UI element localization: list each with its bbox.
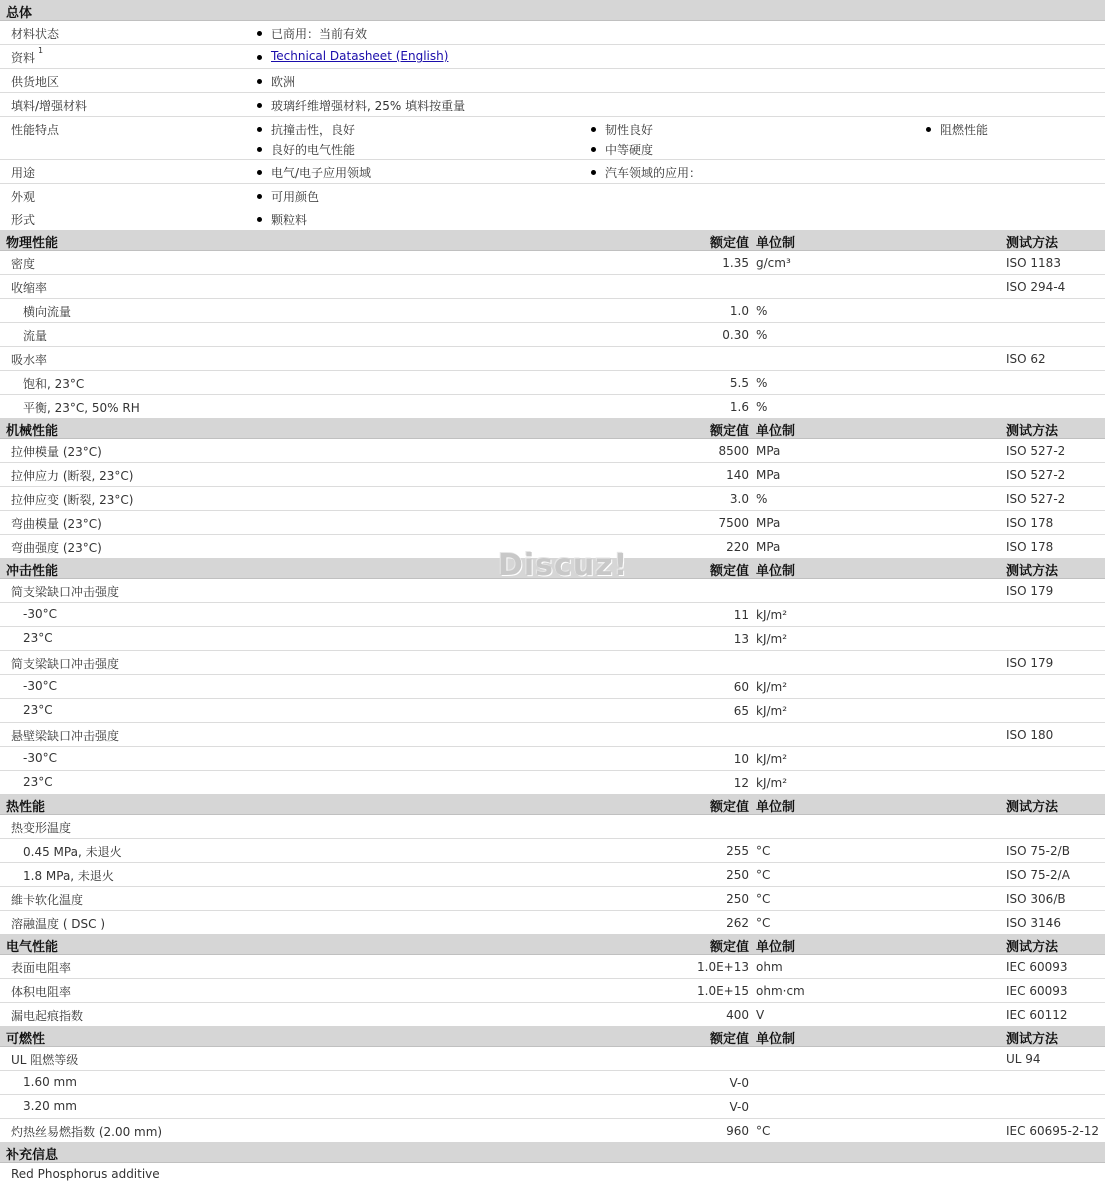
column-header-value: 额定值 [709,940,749,955]
row-label: 外观 [11,190,36,204]
property-value: 3.0 [729,492,749,506]
bullet-item: 颗粒料 [271,213,308,227]
property-value: 10 [733,752,749,766]
column-header-value: 额定值 [709,424,749,439]
test-method: IEC 60695-2-12 [1006,1124,1100,1138]
technical-datasheet-link[interactable]: Technical Datasheet (English) [271,49,449,63]
test-method: ISO 527-2 [1006,468,1066,482]
supplement-row [0,1163,1105,1186]
property-label: 灼热丝易燃指数 (2.00 mm) [11,1125,163,1139]
property-unit: % [756,376,768,390]
bullet-item: 良好的电气性能 [271,143,356,157]
table-row [0,1119,1105,1142]
property-unit: kJ/m² [756,752,788,766]
section-title: 电气性能 [6,940,59,955]
property-value: 11 [733,608,749,622]
property-label: 拉伸模量 (23°C) [11,445,102,459]
column-header-unit: 单位制 [756,800,796,815]
column-header-method: 测试方法 [1006,940,1059,955]
property-label: UL 阻燃等级 [11,1053,79,1067]
table-row [0,771,1105,794]
property-value: 7500 [718,516,749,530]
property-label: 悬壁梁缺口冲击强度 [11,729,120,743]
test-method: UL 94 [1006,1052,1041,1066]
test-method: ISO 1183 [1006,256,1061,270]
table-row [0,1071,1105,1095]
bullet-item [271,49,448,63]
section-header [0,794,1105,815]
row-label: 性能特点 [11,123,60,137]
property-value: 1.6 [729,400,749,414]
table-row [0,371,1105,395]
column-header-unit: 单位制 [756,564,796,579]
table-row [0,675,1105,699]
row-label: 供货地区 [11,75,60,89]
property-unit: V [756,1008,765,1022]
column-header-unit: 单位制 [756,1032,796,1047]
bullet-item: 电气/电子应用领域 [271,166,372,180]
column-header-unit: 单位制 [756,236,796,251]
table-row [0,723,1105,747]
watermark-logo: Discuz! [498,548,629,583]
table-row [0,347,1105,371]
table-row [0,651,1105,675]
table-row [0,979,1105,1003]
property-label: 23°C [23,775,53,789]
section-header [0,230,1105,251]
property-value: 220 [726,540,749,554]
table-row [0,439,1105,463]
property-unit: % [756,328,768,342]
bullet-item: 阻燃性能 [940,123,989,137]
column-header-value: 额定值 [709,236,749,251]
property-value: 1.0E+15 [697,984,749,998]
property-unit: MPa [756,516,781,530]
property-label: -30°C [23,679,57,693]
property-value: 0.30 [722,328,749,342]
row-label: 形式 [11,213,36,227]
property-label: 弯曲模量 (23°C) [11,517,102,531]
test-method: ISO 75-2/B [1006,844,1070,858]
property-value: 250 [726,868,749,882]
general-row-region [0,69,1105,93]
property-label: 1.8 MPa, 未退火 [23,869,114,883]
bullet-item: 已商用：当前有效 [271,27,368,41]
property-value: 1.0E+13 [697,960,749,974]
column-header-value: 额定值 [709,1032,749,1047]
test-method: ISO 294-4 [1006,280,1066,294]
property-value: 1.35 [722,256,749,270]
table-row [0,815,1105,839]
column-header-unit: 单位制 [756,940,796,955]
property-label: 密度 [11,257,36,271]
bullet-item: 玻璃纤维增强材料, 25% 填料按重量 [271,99,466,113]
property-unit: °C [756,916,771,930]
property-value: 13 [733,632,749,646]
test-method: ISO 3146 [1006,916,1061,930]
test-method: ISO 178 [1006,540,1054,554]
property-label: 吸水率 [11,353,48,367]
property-unit: kJ/m² [756,632,788,646]
bullet-item: 韧性良好 [605,123,654,137]
table-row [0,1095,1105,1119]
property-label: 热变形温度 [11,821,72,835]
property-value: 12 [733,776,749,790]
table-row [0,863,1105,887]
section-header [0,934,1105,955]
test-method: IEC 60093 [1006,960,1068,974]
property-unit: g/cm³ [756,256,791,270]
section-header [0,418,1105,439]
column-header-value: 额定值 [709,800,749,815]
property-label: 饱和, 23°C [23,377,85,391]
property-unit: °C [756,868,771,882]
general-row-filler [0,93,1105,117]
property-label: 3.20 mm [23,1099,77,1113]
property-label: 简支梁缺口冲击强度 [11,585,120,599]
property-label: 流量 [23,329,48,343]
row-label: 资料$^1$ [11,46,44,65]
table-row [0,487,1105,511]
property-value: 5.5 [729,376,749,390]
general-row-appearance [0,184,1105,207]
bullet-item: 中等硬度 [605,143,654,157]
table-row [0,395,1105,418]
section-title: 补充信息 [6,1148,59,1163]
table-row [0,627,1105,651]
property-label: -30°C [23,607,57,621]
property-unit: MPa [756,468,781,482]
property-unit: MPa [756,444,781,458]
footnote-marker: 1 [38,46,44,55]
property-label: 拉伸应变 (断裂, 23°C) [11,493,134,507]
property-value: 8500 [718,444,749,458]
test-method: ISO 179 [1006,584,1054,598]
property-unit: ohm·cm [756,984,805,998]
property-label: 平衡, 23°C, 50% RH [23,401,140,415]
column-header-value: 额定值 [709,564,749,579]
test-method: ISO 180 [1006,728,1054,742]
column-header-method: 测试方法 [1006,236,1059,251]
property-sections [0,230,1105,1142]
table-row [0,747,1105,771]
table-row [0,699,1105,723]
section-header [0,1026,1105,1047]
table-row [0,887,1105,911]
table-row [0,299,1105,323]
row-label: 材料状态 [11,27,60,41]
property-value: 262 [726,916,749,930]
section-title: 物理性能 [6,236,59,251]
property-label: 23°C [23,631,53,645]
supplement-note: Red Phosphorus additive [11,1167,160,1181]
table-row [0,603,1105,627]
bullet-item: 抗撞击性，良好 [271,123,356,137]
bullet-item: 汽车领域的应用： [605,166,702,180]
property-value: V-0 [729,1076,749,1090]
property-label: 漏电起痕指数 [11,1009,84,1023]
section-header-general [0,0,1105,21]
property-label: -30°C [23,751,57,765]
test-method: ISO 306/B [1006,892,1066,906]
general-row-features [0,117,1105,160]
property-unit: % [756,492,768,506]
property-unit: °C [756,844,771,858]
test-method: ISO 178 [1006,516,1054,530]
table-row [0,1003,1105,1026]
property-unit: kJ/m² [756,680,788,694]
general-row-uses [0,160,1105,184]
property-value: 960 [726,1124,749,1138]
row-label: 填料/增强材料 [11,99,88,113]
property-label: 1.60 mm [23,1075,77,1089]
test-method: ISO 527-2 [1006,444,1066,458]
property-value: 255 [726,844,749,858]
property-value: 140 [726,468,749,482]
table-row [0,251,1105,275]
property-label: 横向流量 [23,305,72,319]
property-value: 400 [726,1008,749,1022]
bullet-item: 可用颜色 [271,190,320,204]
column-header-method: 测试方法 [1006,1032,1059,1047]
general-row-status [0,21,1105,45]
property-unit: MPa [756,540,781,554]
general-row-documents [0,45,1105,69]
property-unit: % [756,400,768,414]
table-row [0,323,1105,347]
column-header-method: 测试方法 [1006,424,1059,439]
property-label: 弯曲强度 (23°C) [11,541,102,555]
property-unit: °C [756,892,771,906]
property-unit: ohm [756,960,783,974]
bullet-item: 欧洲 [271,75,296,89]
property-label: 简支梁缺口冲击强度 [11,657,120,671]
column-header-method: 测试方法 [1006,800,1059,815]
property-value: 60 [733,680,749,694]
property-unit: kJ/m² [756,608,788,622]
property-unit: kJ/m² [756,776,788,790]
property-label: 0.45 MPa, 未退火 [23,845,122,859]
test-method: ISO 75-2/A [1006,868,1070,882]
section-title: 机械性能 [6,424,59,439]
property-value: 1.0 [729,304,749,318]
property-value: 250 [726,892,749,906]
property-unit: kJ/m² [756,704,788,718]
table-row [0,511,1105,535]
table-row [0,911,1105,934]
property-value: V-0 [729,1100,749,1114]
property-label: 溶融温度 ( DSC ) [11,917,106,931]
section-title: 冲击性能 [6,564,59,579]
property-label: 表面电阻率 [11,961,72,975]
property-label: 拉伸应力 (断裂, 23°C) [11,469,134,483]
table-row [0,839,1105,863]
column-header-unit: 单位制 [756,424,796,439]
section-title: 总体 [6,6,33,21]
property-label: 維卡软化温度 [11,893,84,907]
test-method: ISO 179 [1006,656,1054,670]
column-header-method: 测试方法 [1006,564,1059,579]
table-row [0,955,1105,979]
table-row [0,1047,1105,1071]
test-method: ISO 62 [1006,352,1046,366]
test-method: IEC 60112 [1006,1008,1068,1022]
property-unit: °C [756,1124,771,1138]
general-row-form [0,207,1105,230]
table-row [0,463,1105,487]
section-header-supplement [0,1142,1105,1163]
property-unit: % [756,304,768,318]
section-title: 热性能 [6,800,46,815]
table-row [0,275,1105,299]
section-title: 可燃性 [6,1032,46,1047]
test-method: ISO 527-2 [1006,492,1066,506]
property-value: 65 [733,704,749,718]
test-method: IEC 60093 [1006,984,1068,998]
property-label: 体积电阻率 [11,985,72,999]
property-label: 23°C [23,703,53,717]
property-label: 收缩率 [11,281,48,295]
row-label: 用途 [11,166,36,180]
